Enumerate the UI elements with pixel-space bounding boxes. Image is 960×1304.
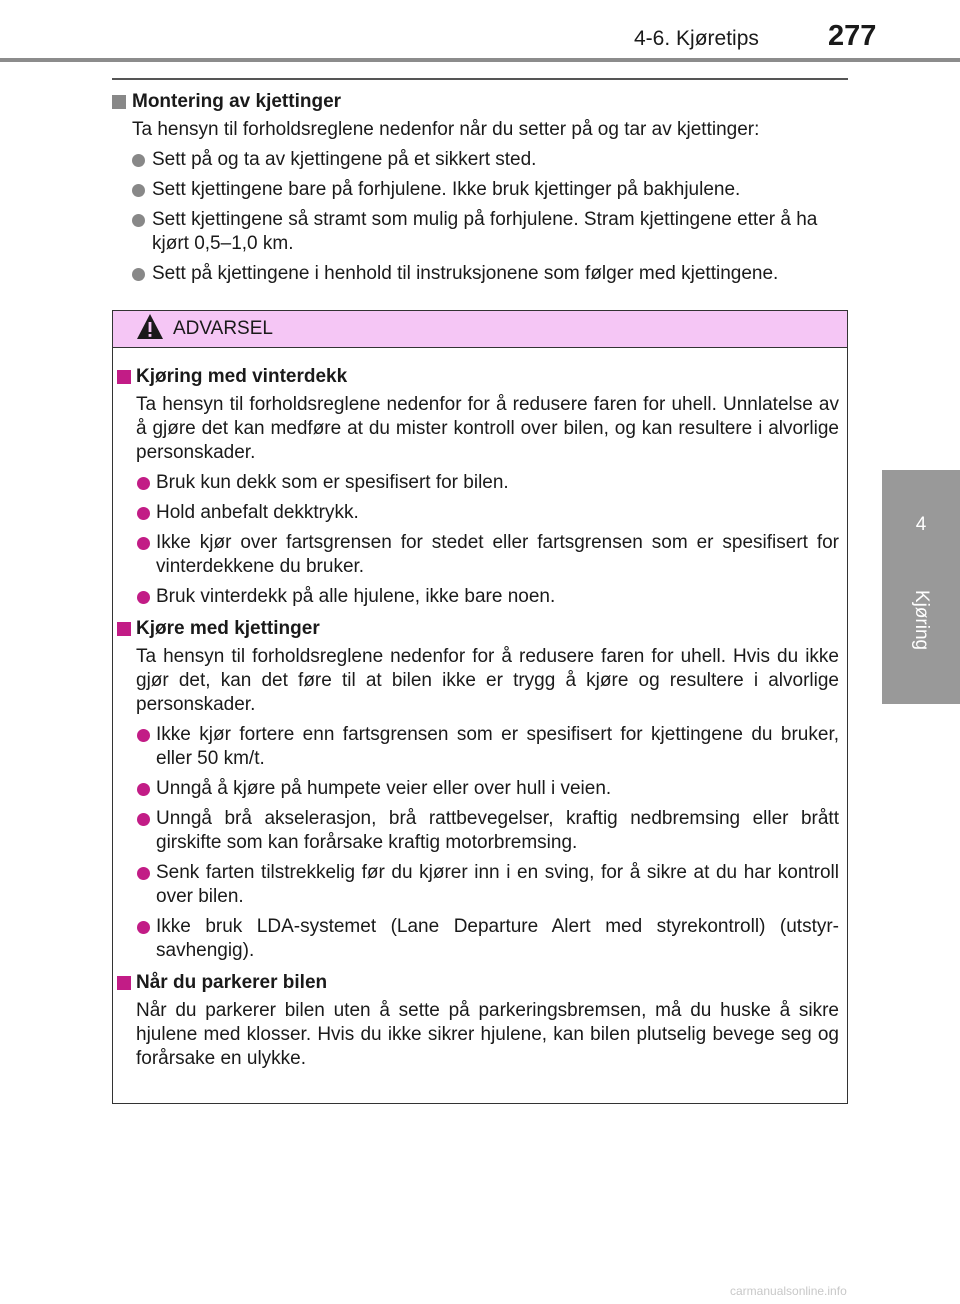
header-rule <box>0 58 960 62</box>
round-bullet-icon <box>137 537 150 550</box>
round-bullet-icon <box>137 507 150 520</box>
square-bullet-icon <box>117 976 131 990</box>
warning-title: ADVARSEL <box>173 318 273 339</box>
round-bullet-icon <box>137 921 150 934</box>
list-item: Unngå brå akselerasjon, brå rattbevegelser, kraftig nedbremsing eller brått girskifte som kan forårsake kraftig motorbremsing. <box>113 807 839 855</box>
montering-heading-text: Montering av kjettinger <box>132 91 342 112</box>
round-bullet-icon <box>137 867 150 880</box>
round-bullet-icon <box>137 813 150 826</box>
list-item: Senk farten tilstrekkelig før du kjører inn i en sving, for å sikre at du har kontroll over bilen. <box>113 861 839 909</box>
square-bullet-icon <box>117 622 131 636</box>
list-item: Unngå å kjøre på humpete veier eller over hull i veien. <box>113 777 839 801</box>
list-item: Sett kjettingene bare på forhjulene. Ikke bruk kjettinger på bakhjulene. <box>112 178 848 202</box>
warning-box <box>112 310 848 1104</box>
watermark: carmanualsonline.info <box>730 1284 847 1298</box>
warning-text-parking: Når du parkerer bilen uten å sette på parkeringsbremsen, må du huske å sikre hjulene med klosser. Hvis du ikke sikrer hjulene, kan bilen plutselig bevege seg og forårsake en ulykke. <box>136 1000 839 1069</box>
montering-heading <box>112 90 848 114</box>
round-bullet-icon <box>132 154 145 167</box>
round-bullet-icon <box>132 268 145 281</box>
round-bullet-icon <box>137 591 150 604</box>
chapter-label: Kjøring <box>911 589 932 651</box>
round-bullet-icon <box>137 783 150 796</box>
chapter-tab[interactable] <box>882 470 960 704</box>
list-item: Bruk vinterdekk på alle hjulene, ikke bare noen. <box>113 585 839 609</box>
warning-heading-parking: Når du parkerer bilen <box>113 971 839 995</box>
list-item: Bruk kun dekk som er spesifisert for bilen. <box>113 471 839 495</box>
warning-heading-chains: Kjøre med kjettinger <box>113 617 839 641</box>
list-item: Ikke kjør fortere enn fartsgrensen som er spesifisert for kjettingene du bruker, eller 50 km/t. <box>113 723 839 771</box>
square-bullet-icon <box>112 95 126 109</box>
list-item: Ikke kjør over fartsgrensen for stedet eller fartsgrensen som er spesifisert for vinterdekkene du bruker. <box>113 531 839 579</box>
round-bullet-icon <box>132 214 145 227</box>
warning-triangle-icon <box>135 312 165 342</box>
montering-intro: Ta hensyn til forholdsreglene nedenfor når du setter på og tar av kjettinger: <box>132 119 760 140</box>
square-bullet-icon <box>117 370 131 384</box>
list-item: Hold anbefalt dekktrykk. <box>113 501 839 525</box>
list-item: Ikke bruk LDA-systemet (Lane Departure Alert med styrekontroll) (utstyr-savhengig). <box>113 915 839 963</box>
list-item: Sett på og ta av kjettingene på et sikkert sted. <box>112 148 848 172</box>
round-bullet-icon <box>137 477 150 490</box>
section-title: 4-6. Kjøretips <box>634 27 759 50</box>
warning-header <box>113 311 847 348</box>
chapter-number: 4 <box>915 514 927 535</box>
warning-text-winter: Ta hensyn til forholdsreglene nedenfor for å redusere faren for uhell. Unnlatelse av å gjøre det kan medføre at du mister kontroll over bilen, og kan resultere i alvorlige personskader. <box>136 394 839 463</box>
list-item: Sett på kjettingene i henhold til instruksjonene som følger med kjettingene. <box>112 262 848 286</box>
page-number: 277 <box>828 20 877 52</box>
round-bullet-icon <box>132 184 145 197</box>
list-item: Sett kjettingene så stramt som mulig på forhjulene. Stram kjettingene etter å ha kjørt 0,5–1,0 km. <box>112 208 848 256</box>
warning-text-chains: Ta hensyn til forholdsreglene nedenfor for å redusere faren for uhell. Hvis du ikke gjør det, kan det føre til at bilen ikke er trygg å kjøre og resultere i alvorlige personskader. <box>136 646 839 715</box>
round-bullet-icon <box>137 729 150 742</box>
warning-heading-winter: Kjøring med vinterdekk <box>113 365 839 389</box>
content-top-rule <box>112 78 848 80</box>
montering-section <box>112 90 848 286</box>
warning-body <box>113 365 847 1071</box>
